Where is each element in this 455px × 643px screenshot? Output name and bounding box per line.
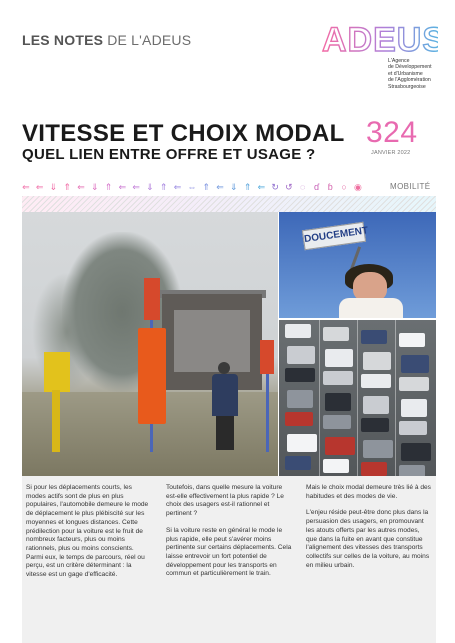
arrow-icon: ⇔ bbox=[187, 182, 197, 192]
photo-traffic-jam bbox=[279, 320, 436, 476]
circle-icon: ○ bbox=[341, 182, 347, 192]
page-subtitle: QUEL LIEN ENTRE OFFRE ET USAGE ? bbox=[22, 146, 316, 163]
arrow-icon: ⇐ bbox=[77, 182, 85, 192]
photo-car bbox=[325, 349, 353, 367]
photo-car bbox=[287, 434, 317, 452]
adeus-logo-graphic bbox=[318, 18, 438, 58]
pictogram-strip bbox=[22, 182, 362, 194]
photo-car bbox=[399, 377, 429, 391]
arrow-icon: ⇐ bbox=[216, 182, 224, 192]
arrow-icon: ⇓ bbox=[230, 182, 238, 192]
arrow-icon: ⇑ bbox=[159, 182, 168, 192]
arrow-icon: ⇐ bbox=[173, 182, 182, 192]
series-name: LES NOTES bbox=[22, 32, 104, 48]
article-paragraph: Si pour les déplacements courts, les modes actifs sont de plus en plus populaires, l'automobile demeure le mode de déplacement le plus plébiscité sur les moyennes et longues distances. Cette prédilection pour la voiture est le fruit de nombreux facteurs, plus ou moins rationnels, plus ou moins conscients. Parmi eux, le temps de parcours, réel ou perçu, est un critère déterminant : la vitesse est un gage d'efficacité. bbox=[26, 484, 149, 579]
photo-bus-sign bbox=[144, 278, 160, 320]
target-icon: ◉ bbox=[353, 182, 362, 192]
circle-icon: ◌ bbox=[300, 182, 306, 192]
person-head bbox=[218, 362, 230, 374]
photo-lane-line bbox=[395, 320, 396, 476]
photo-car bbox=[401, 355, 429, 373]
org-line: L'Agence bbox=[388, 58, 410, 64]
arrow-icon: ⇓ bbox=[49, 182, 58, 192]
arrow-icon: ⇓ bbox=[146, 182, 154, 192]
arrow-icon: ⇐ bbox=[22, 182, 30, 192]
photo-car bbox=[399, 465, 425, 476]
issue-number: 324 bbox=[366, 116, 418, 149]
arrow-icon: ⇓ bbox=[91, 182, 99, 192]
photo-doucement bbox=[279, 212, 436, 318]
doucement-sign-text: DOUCEMENT bbox=[303, 225, 369, 246]
photo-car bbox=[323, 459, 349, 473]
publication-series bbox=[22, 32, 191, 48]
photo-person bbox=[210, 362, 240, 450]
article-intro bbox=[22, 476, 436, 643]
arrow-icon: ⇑ bbox=[104, 182, 113, 192]
photo-doucement-sign bbox=[302, 222, 369, 250]
photo-car bbox=[323, 327, 349, 341]
arrow-icon: ⇑ bbox=[243, 182, 252, 192]
swirl-icon: ɗ bbox=[314, 182, 320, 192]
photo-mailbox-post bbox=[52, 390, 60, 452]
swirl-icon: ɓ bbox=[327, 182, 333, 192]
photo-car bbox=[323, 371, 353, 385]
photo-car bbox=[287, 346, 315, 364]
arrow-icon: ⇐ bbox=[35, 182, 44, 192]
photo-car bbox=[287, 390, 313, 408]
photo-car bbox=[325, 437, 355, 455]
article-paragraph: Mais le choix modal demeure très lié à des habitudes et des modes de vie. bbox=[306, 484, 431, 500]
org-line: de Développement bbox=[388, 64, 432, 71]
page-title: VITESSE ET CHOIX MODAL bbox=[22, 120, 345, 147]
photo-bus-stop bbox=[22, 212, 278, 476]
photo-car bbox=[401, 443, 431, 461]
photo-car bbox=[399, 421, 427, 435]
photo-car bbox=[361, 418, 389, 432]
article-column-2 bbox=[166, 484, 292, 587]
org-line: Strasbourgeoise bbox=[388, 83, 426, 90]
article-column-1 bbox=[26, 484, 152, 588]
decorative-hatch-band bbox=[22, 196, 436, 212]
photo-mailbox bbox=[44, 352, 70, 392]
photo-car bbox=[361, 374, 391, 388]
hatch-overlay bbox=[22, 196, 436, 212]
photo-car bbox=[285, 412, 313, 426]
article-column-3 bbox=[306, 484, 432, 578]
org-line: de l'Agglomération bbox=[388, 77, 431, 84]
photo-car bbox=[285, 368, 315, 382]
logo-wordmark: ADEUS bbox=[322, 21, 438, 58]
photo-car bbox=[285, 324, 311, 338]
organisation-name bbox=[388, 58, 450, 90]
person-legs bbox=[216, 416, 234, 450]
photo-car bbox=[363, 352, 391, 370]
photo-car bbox=[363, 440, 393, 458]
photo-car bbox=[399, 333, 425, 347]
adeus-logo bbox=[318, 18, 438, 58]
photo-car bbox=[285, 456, 311, 470]
arrow-icon: ⇐ bbox=[132, 182, 140, 192]
arrow-icon: ⇐ bbox=[257, 182, 266, 192]
arrow-icon: ⇑ bbox=[63, 182, 71, 192]
article-paragraph: Toutefois, dans quelle mesure la voiture est-elle effectivement la plus rapide ? Le choix des usagers est-il rationnel et pertinent ? bbox=[166, 484, 284, 518]
org-line: et d'Urbanisme bbox=[388, 70, 423, 77]
person-body bbox=[212, 374, 238, 416]
article-paragraph: L'enjeu réside peut-être donc plus dans la persuasion des usagers, en promouvant les atouts offerts par les autres modes, que dans la fuite en avant que constitue l'alignement des vitesses des transports collectifs sur celles de la voiture, au moins en milieu urbain. bbox=[306, 509, 430, 569]
arrow-icon: ⇐ bbox=[118, 182, 127, 192]
photo-car bbox=[361, 330, 387, 344]
photo-car bbox=[361, 462, 387, 476]
photo-car bbox=[401, 399, 427, 417]
photo-car bbox=[323, 415, 351, 429]
photo-bus-sign bbox=[260, 340, 274, 374]
photo-timetable-column bbox=[138, 328, 166, 424]
photo-car bbox=[363, 396, 389, 414]
photo-lane-line bbox=[319, 320, 320, 476]
photo-lane-line bbox=[357, 320, 358, 476]
issue-date: JANVIER 2022 bbox=[371, 150, 411, 156]
photo-figure-body bbox=[339, 298, 403, 318]
series-publisher: DE L'ADEUS bbox=[103, 32, 192, 48]
theme-label: MOBILITÉ bbox=[390, 182, 431, 191]
arrow-icon: ↺ bbox=[285, 182, 293, 192]
arrow-icon: ↻ bbox=[271, 182, 279, 192]
article-paragraph: Si la voiture reste en général le mode le plus rapide, elle peut s'avérer moins pertinente sur certains déplacements. Cela laisse entrevoir un fort potentiel de développement pour les transports en commun et particulièrement le train. bbox=[166, 526, 292, 578]
photo-car bbox=[325, 393, 351, 411]
arrow-icon: ⇑ bbox=[202, 182, 211, 192]
